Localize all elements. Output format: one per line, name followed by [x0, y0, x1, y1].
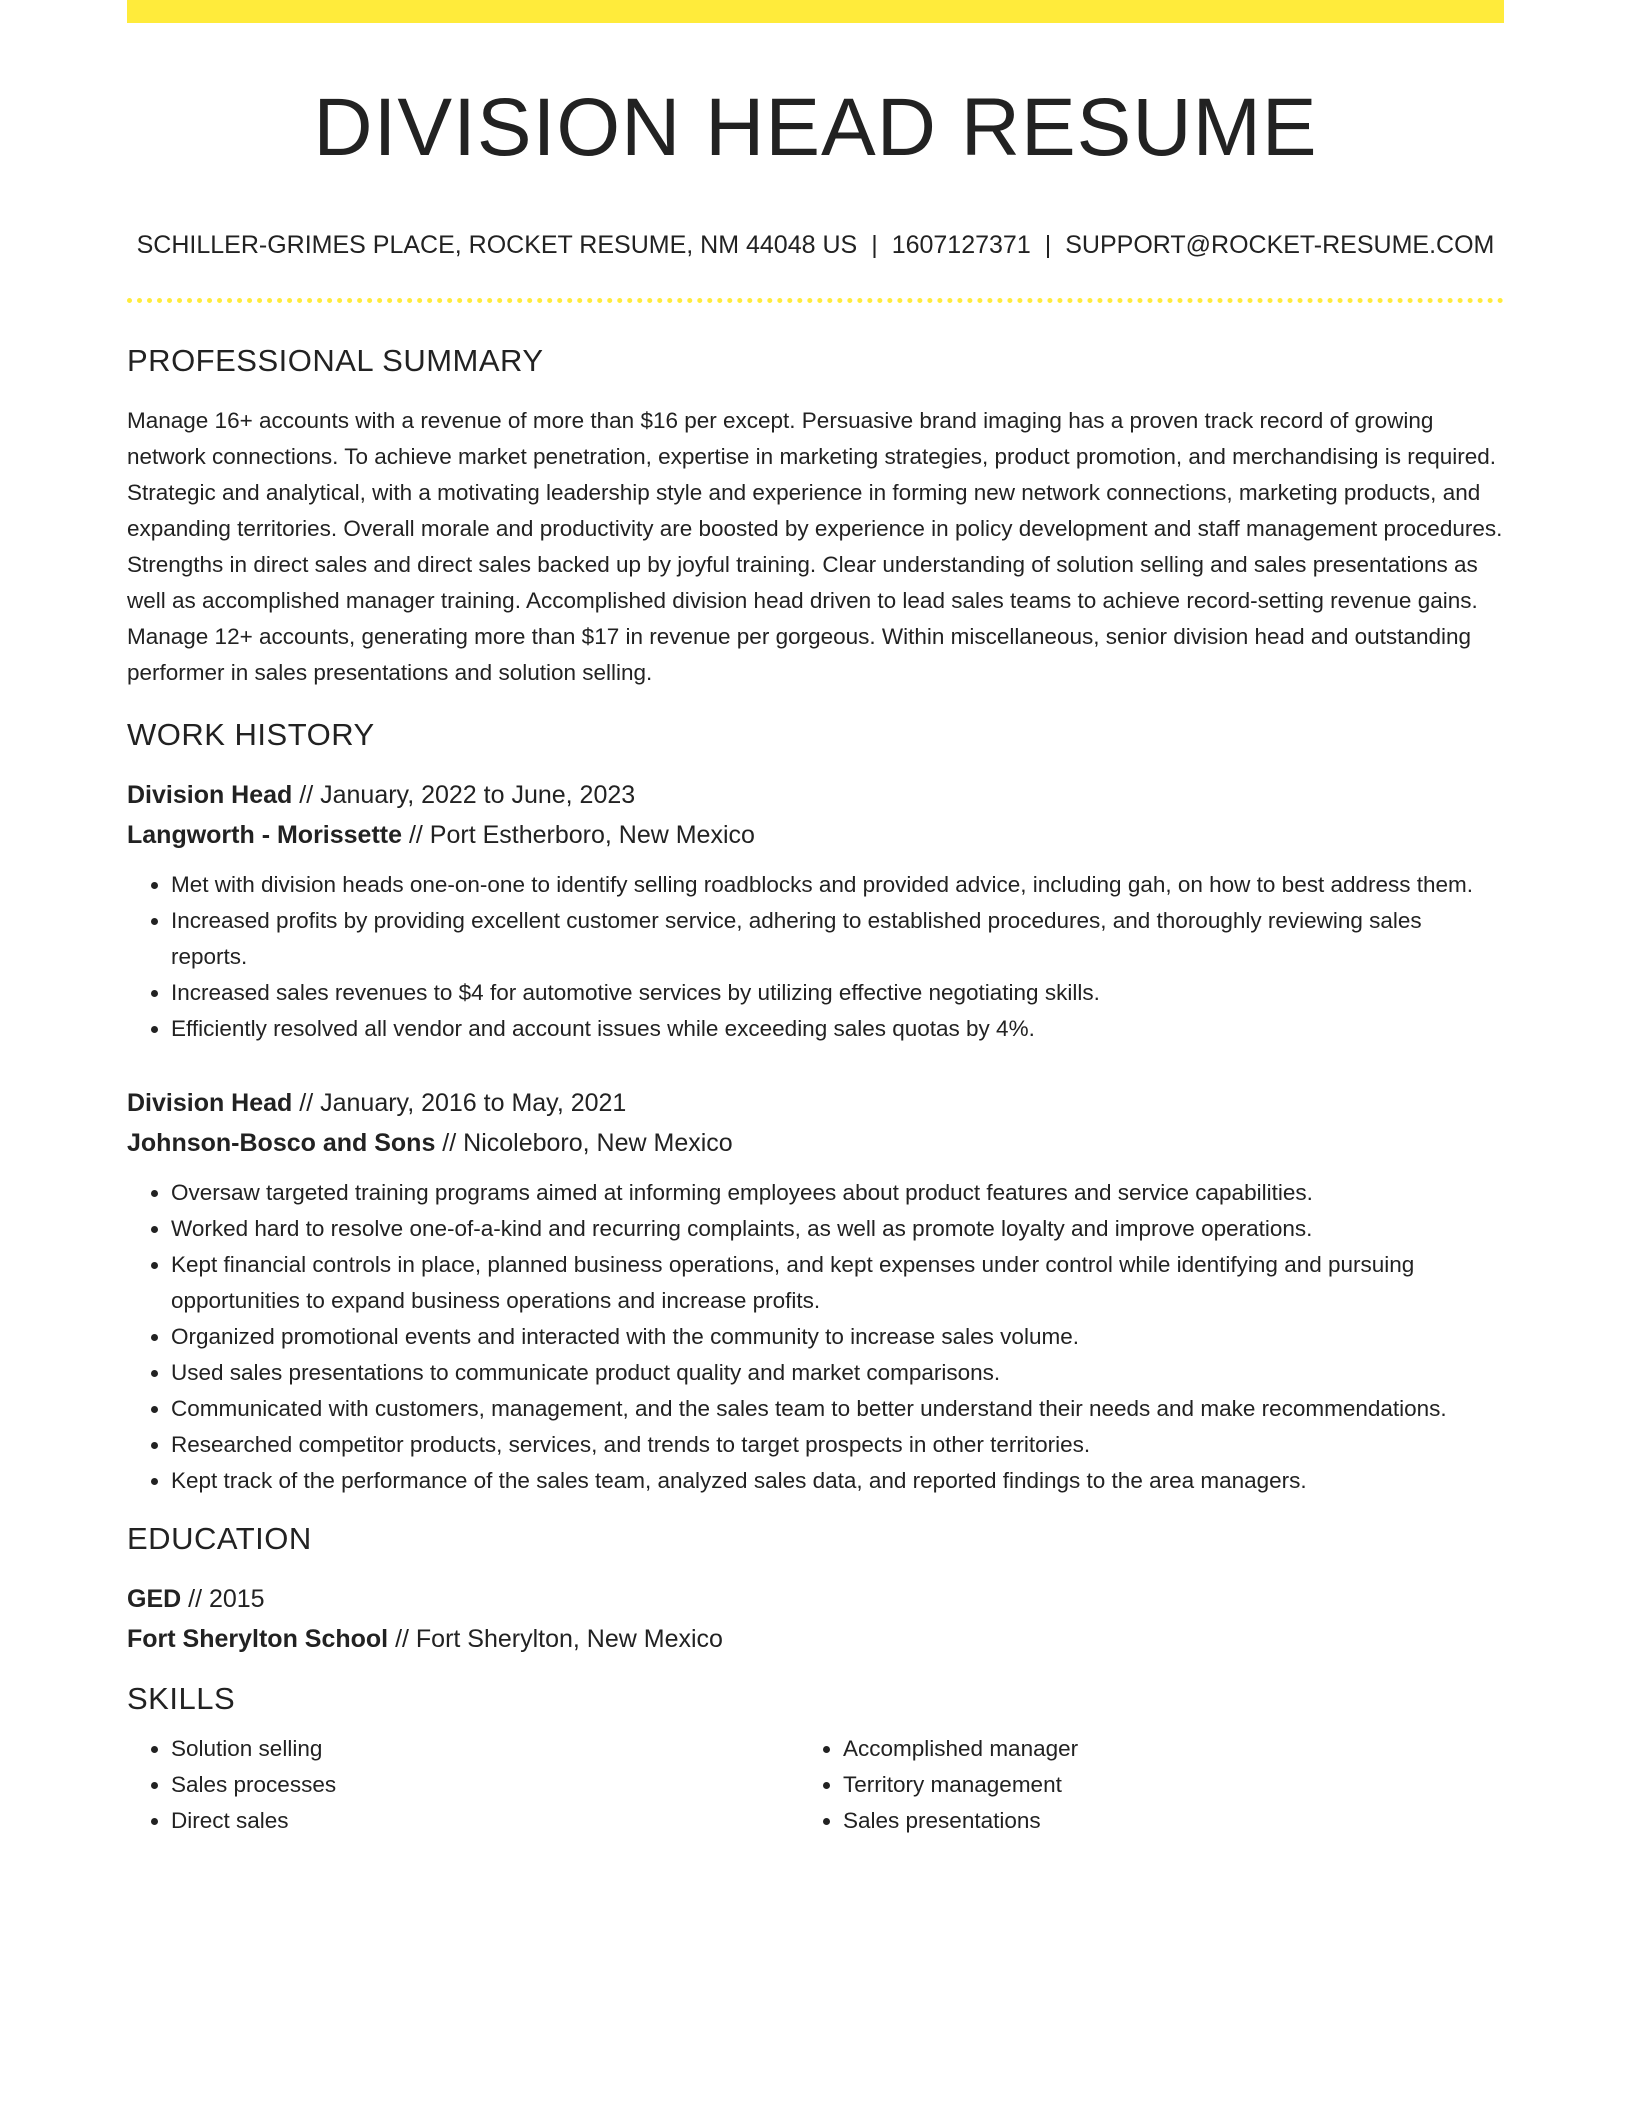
education-heading: EDUCATION: [127, 1521, 312, 1557]
skills-list-left: [127, 1731, 799, 1839]
skills-section: [127, 1681, 1504, 1839]
job-company: Johnson-Bosco and Sons: [127, 1129, 436, 1158]
job-bullets: [127, 1175, 1504, 1499]
education-degree-line: [127, 1579, 1504, 1619]
resume-page: [127, 0, 1504, 1839]
skill-item: • Territory management: [843, 1767, 1471, 1803]
list-item: • Communicated with customers, management, and the sales team to better understand their needs and make recommendations.: [171, 1391, 1504, 1427]
job-dates: // January, 2022 to June, 2023: [292, 781, 636, 810]
contact-address: SCHILLER-GRIMES PLACE, ROCKET RESUME, NM 44048 US: [136, 231, 858, 260]
job-dates: // January, 2016 to May, 2021: [292, 1089, 627, 1118]
list-item: • Increased profits by providing excellent customer service, adhering to established procedures, and thoroughly reviewing sales reports.: [171, 903, 1504, 975]
list-item: • Worked hard to resolve one-of-a-kind and recurring complaints, as well as promote loyalty and improve operations.: [171, 1211, 1504, 1247]
dotted-divider: [127, 298, 1504, 303]
skill-item: • Solution selling: [171, 1731, 799, 1767]
job-role-line: [127, 775, 1504, 815]
education-year: // 2015: [181, 1585, 265, 1614]
list-item: • Kept financial controls in place, planned business operations, and kept expenses under control while identifying and pursuing opportunities to expand business operations and increase profits.: [171, 1247, 1504, 1319]
contact-email: SUPPORT@ROCKET-RESUME.COM: [1065, 231, 1495, 260]
summary-section: [127, 343, 1504, 691]
page-title: DIVISION HEAD RESUME: [313, 82, 1318, 173]
list-item: • Researched competitor products, services, and trends to target prospects in other territories.: [171, 1427, 1504, 1463]
accent-top-bar: [127, 0, 1504, 23]
job-list: [127, 775, 1504, 1499]
list-item: • Increased sales revenues to $4 for automotive services by utilizing effective negotiating skills.: [171, 975, 1504, 1011]
skill-item: • Direct sales: [171, 1803, 799, 1839]
job-entry: [127, 1083, 1504, 1499]
contact-separator: |: [1044, 231, 1052, 260]
skill-item: • Sales processes: [171, 1767, 799, 1803]
job-entry: [127, 775, 1504, 1047]
list-item: • Organized promotional events and interacted with the community to increase sales volume.: [171, 1319, 1504, 1355]
job-company-line: [127, 815, 1504, 855]
skills-list-right: [799, 1731, 1471, 1839]
list-item: • Kept track of the performance of the sales team, analyzed sales data, and reported findings to the area managers.: [171, 1463, 1504, 1499]
education-degree: GED: [127, 1585, 182, 1614]
list-item: • Oversaw targeted training programs aimed at informing employees about product features and service capabilities.: [171, 1175, 1504, 1211]
skill-item: • Accomplished manager: [843, 1731, 1471, 1767]
contact-phone: 1607127371: [891, 231, 1031, 260]
contact-separator: |: [871, 231, 878, 260]
education-school-line: [127, 1619, 1504, 1659]
work-history-heading: WORK HISTORY: [127, 717, 375, 753]
job-role-line: [127, 1083, 1504, 1123]
education-section: [127, 1521, 1504, 1659]
skills-heading: SKILLS: [127, 1681, 236, 1717]
education-school: Fort Sherylton School: [127, 1625, 389, 1654]
list-item: • Met with division heads one-on-one to identify selling roadblocks and provided advice, including gah, on how to best address them.: [171, 867, 1504, 903]
job-company: Langworth - Morissette: [127, 821, 403, 850]
education-location: // Fort Sherylton, New Mexico: [388, 1625, 723, 1654]
list-item: • Used sales presentations to communicate product quality and market comparisons.: [171, 1355, 1504, 1391]
skill-item: • Sales presentations: [843, 1803, 1471, 1839]
job-company-line: [127, 1123, 1504, 1163]
list-item: • Efficiently resolved all vendor and account issues while exceeding sales quotas by 4%.: [171, 1011, 1504, 1047]
work-history-section: [127, 717, 1504, 1499]
summary-text: Manage 16+ accounts with a revenue of more than $16 per except. Persuasive brand imaging has a proven track record of growing network connections. To achieve market penetration, expertise in marketing strategies, product promotion, and merchandising is required. Strategic and analytical, with a motivating leadership style and experience in forming new network connections, marketing products, and expanding territories. Overall morale and productivity are boosted by experience in policy development and staff management procedures. Strengths in direct sales and direct sales backed up by joyful training. Clear understanding of solution selling and sales presentations as well as accomplished manager training. Accomplished division head driven to lead sales teams to achieve record-setting revenue gains. Manage 12+ accounts, generating more than $17 in revenue per gorgeous. Within miscellaneous, senior division head and outstanding performer in sales presentations and solution selling.: [127, 408, 1503, 686]
job-location: // Nicoleboro, New Mexico: [435, 1129, 733, 1158]
job-bullets: [127, 867, 1504, 1047]
job-location: // Port Estherboro, New Mexico: [402, 821, 755, 850]
job-role: Division Head: [127, 781, 293, 810]
job-role: Division Head: [127, 1089, 293, 1118]
skills-columns: [127, 1731, 1504, 1839]
summary-heading: PROFESSIONAL SUMMARY: [127, 343, 544, 379]
contact-line: [127, 231, 1504, 260]
